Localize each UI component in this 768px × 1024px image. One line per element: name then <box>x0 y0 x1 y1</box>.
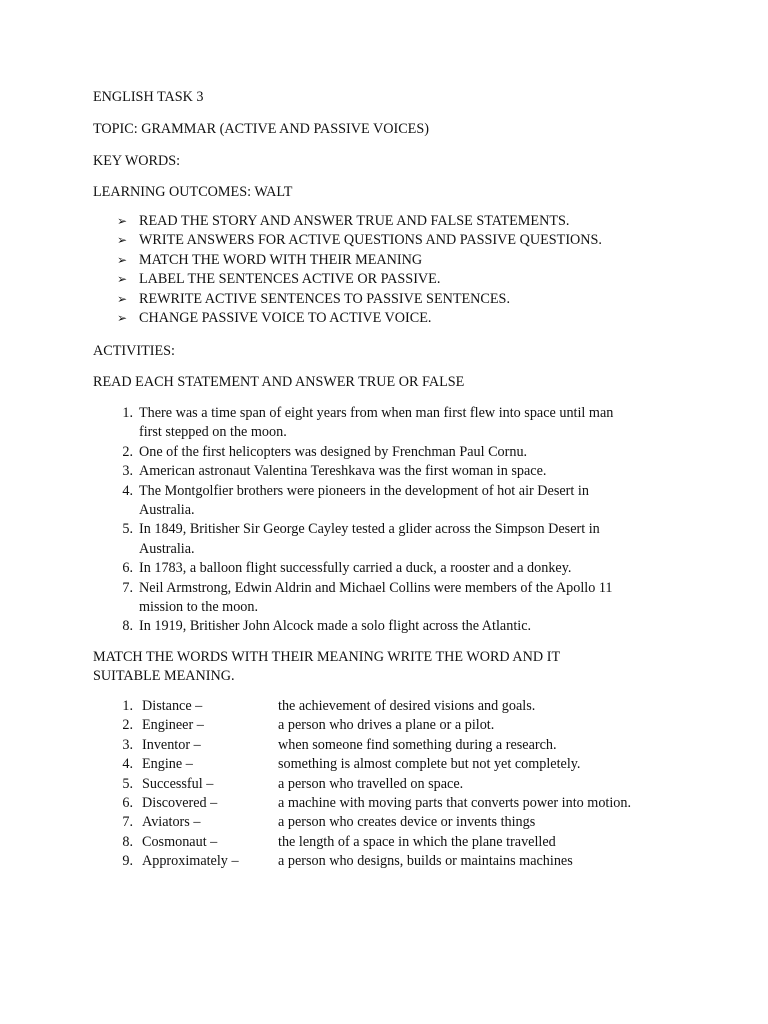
match-meaning: a person who travelled on space. <box>278 775 464 792</box>
statement-item: 5. In 1849, Britisher Sir George Cayley tested a glider across the Simpson Desert in Australia. <box>122 521 600 557</box>
matching-heading-continued: SUITABLE MEANING. <box>93 668 235 684</box>
statement-item: 4. The Montgolfier brothers were pioneers in the development of hot air Desert in Australia. <box>122 482 589 519</box>
match-meaning: something is almost complete but not yet completely. <box>278 756 581 773</box>
match-word: Cosmonaut – <box>142 833 218 850</box>
statement-item: 8. In 1919, Britisher John Alcock made a solo flight across the Atlantic. <box>122 618 532 635</box>
outcome-item: ➢ LABEL THE SENTENCES ACTIVE OR PASSIVE. <box>93 270 602 289</box>
match-meaning: a person who drives a plane or a pilot. <box>278 717 495 734</box>
true-false-heading: READ EACH STATEMENT AND ANSWER TRUE OR FALSE <box>93 374 465 390</box>
statement-item: 2. One of the first helicopters was designed by Frenchman Paul Cornu. <box>122 443 528 460</box>
outcome-item: ➢ READ THE STORY AND ANSWER TRUE AND FALSE STATEMENTS. <box>93 212 602 231</box>
learning-outcomes-line: LEARNING OUTCOMES: WALT <box>93 184 293 200</box>
outcome-item: ➢ WRITE ANSWERS FOR ACTIVE QUESTIONS AND PASSIVE QUESTIONS. <box>93 231 602 250</box>
match-word: Successful – <box>142 775 214 792</box>
outcome-item: ➢ REWRITE ACTIVE SENTENCES TO PASSIVE SENTENCES. <box>93 290 602 309</box>
arrow-bullet-icon: ➢ <box>117 214 128 228</box>
outcome-item: ➢ CHANGE PASSIVE VOICE TO ACTIVE VOICE. <box>93 309 602 328</box>
match-meaning: a person who designs, builds or maintains machines <box>278 853 573 870</box>
match-meaning: the achievement of desired visions and goals. <box>278 698 536 714</box>
arrow-bullet-icon: ➢ <box>117 272 128 287</box>
statement-item: 7. Neil Armstrong, Edwin Aldrin and Michael Collins were members of the Apollo 11 mission to the moon. <box>122 579 613 616</box>
true-false-list <box>93 404 613 637</box>
match-word: Distance – <box>142 698 203 714</box>
arrow-bullet-icon: ➢ <box>117 233 128 248</box>
statement-item: 1. There was a time span of eight years from when man first flew into space until man first stepped on the moon. <box>122 405 614 441</box>
match-meaning: a person who creates device or invents things <box>278 814 536 831</box>
document-page: ENGLISH TASK 3 TOPIC: GRAMMAR (ACTIVE AND PASSIVE VOICES) KEY WORDS: LEARNING OUTCOMES: WALT ➢ READ THE STORY AND ANSWER TRUE AND FALSE STATEMENTS. ➢ WRITE ANSWERS FOR ACTIVE QUESTIONS AND PASSIVE QUESTIONS. ➢ MATCH THE WORD WITH THEIR MEANING ➢ LABEL THE SENTENCES ACTIVE OR PASSIVE. ➢ REWRITE ACTIVE SENTENCES TO PASSIVE SENTENCES. ➢ CHANGE PASSIVE VOICE TO ACTIVE VOICE. ACTIVITIES: READ EACH STATEMENT AND ANSWER TRUE OR FALSE 1. There was a time span of eight years from when man first flew into space until man first stepped on the moon. 2. One of the first helicopters was designed by Frenchman Paul Cornu. 3. American astronaut Valentina Tereshkava was the first woman in space. 4. The Montgolfier brothers were pioneers in the development of hot air Desert in Australia. 5. In 1849, Britisher Sir George Cayley tested a glider across the Simpson Desert in Australia. 6. In 1783, a balloon flight successfully carried a duck, a rooster and a donkey. 7. Neil Armstrong, Edwin Aldrin and Michael Collins were members of the Apollo 11 mission to the moon. 8. In 1919, Britisher John Alcock made a solo flight across the Atlantic. MATCH THE WORDS WITH THEIR MEANING WRITE THE WORD AND IT SUITABLE MEANING. 1. Distance – the achievement of desired visions and goals. 2. Engineer – a person who drives a plane or a pilot. 3. Inventor – when someone find something during a research. 4. Engine – something is almost complete but not yet completely. 5. Successful – a person who travelled on space. 6. Discovered – a machine with moving parts that converts power into motion. 7. Aviators – a person who creates device or invents things 8. Cosmonaut – the length of a space in which the plane travelled 9. Approximately – a person who designs, builds or maintains machines <box>0 0 768 1024</box>
match-word: Engineer – <box>142 717 204 734</box>
topic-line: TOPIC: GRAMMAR (ACTIVE AND PASSIVE VOICES) <box>93 121 429 137</box>
match-word: Aviators – <box>142 814 201 831</box>
match-word: Discovered – <box>142 794 218 811</box>
document-title: ENGLISH TASK 3 <box>93 89 204 105</box>
match-word: Engine – <box>142 756 193 773</box>
arrow-bullet-icon: ➢ <box>117 310 128 325</box>
arrow-bullet-icon: ➢ <box>117 291 128 306</box>
statement-item: 3. American astronaut Valentina Tereshkava was the first woman in space. <box>122 463 547 480</box>
learning-outcomes-list <box>93 212 602 328</box>
outcome-item: ➢ MATCH THE WORD WITH THEIR MEANING <box>93 251 602 270</box>
match-meaning: the length of a space in which the plane travelled <box>278 833 556 850</box>
statement-item: 6. In 1783, a balloon flight successfully carried a duck, a rooster and a donkey. <box>122 560 572 577</box>
match-word: Approximately – <box>142 853 239 870</box>
matching-heading: MATCH THE WORDS WITH THEIR MEANING WRITE THE WORD AND IT <box>93 649 561 665</box>
match-meaning: when someone find something during a research. <box>278 736 557 753</box>
key-words-line: KEY WORDS: <box>93 153 181 169</box>
match-word: Inventor – <box>142 736 201 753</box>
arrow-bullet-icon: ➢ <box>117 252 128 267</box>
match-meaning: a machine with moving parts that converts power into motion. <box>278 794 632 811</box>
activities-heading: ACTIVITIES: <box>93 343 175 359</box>
